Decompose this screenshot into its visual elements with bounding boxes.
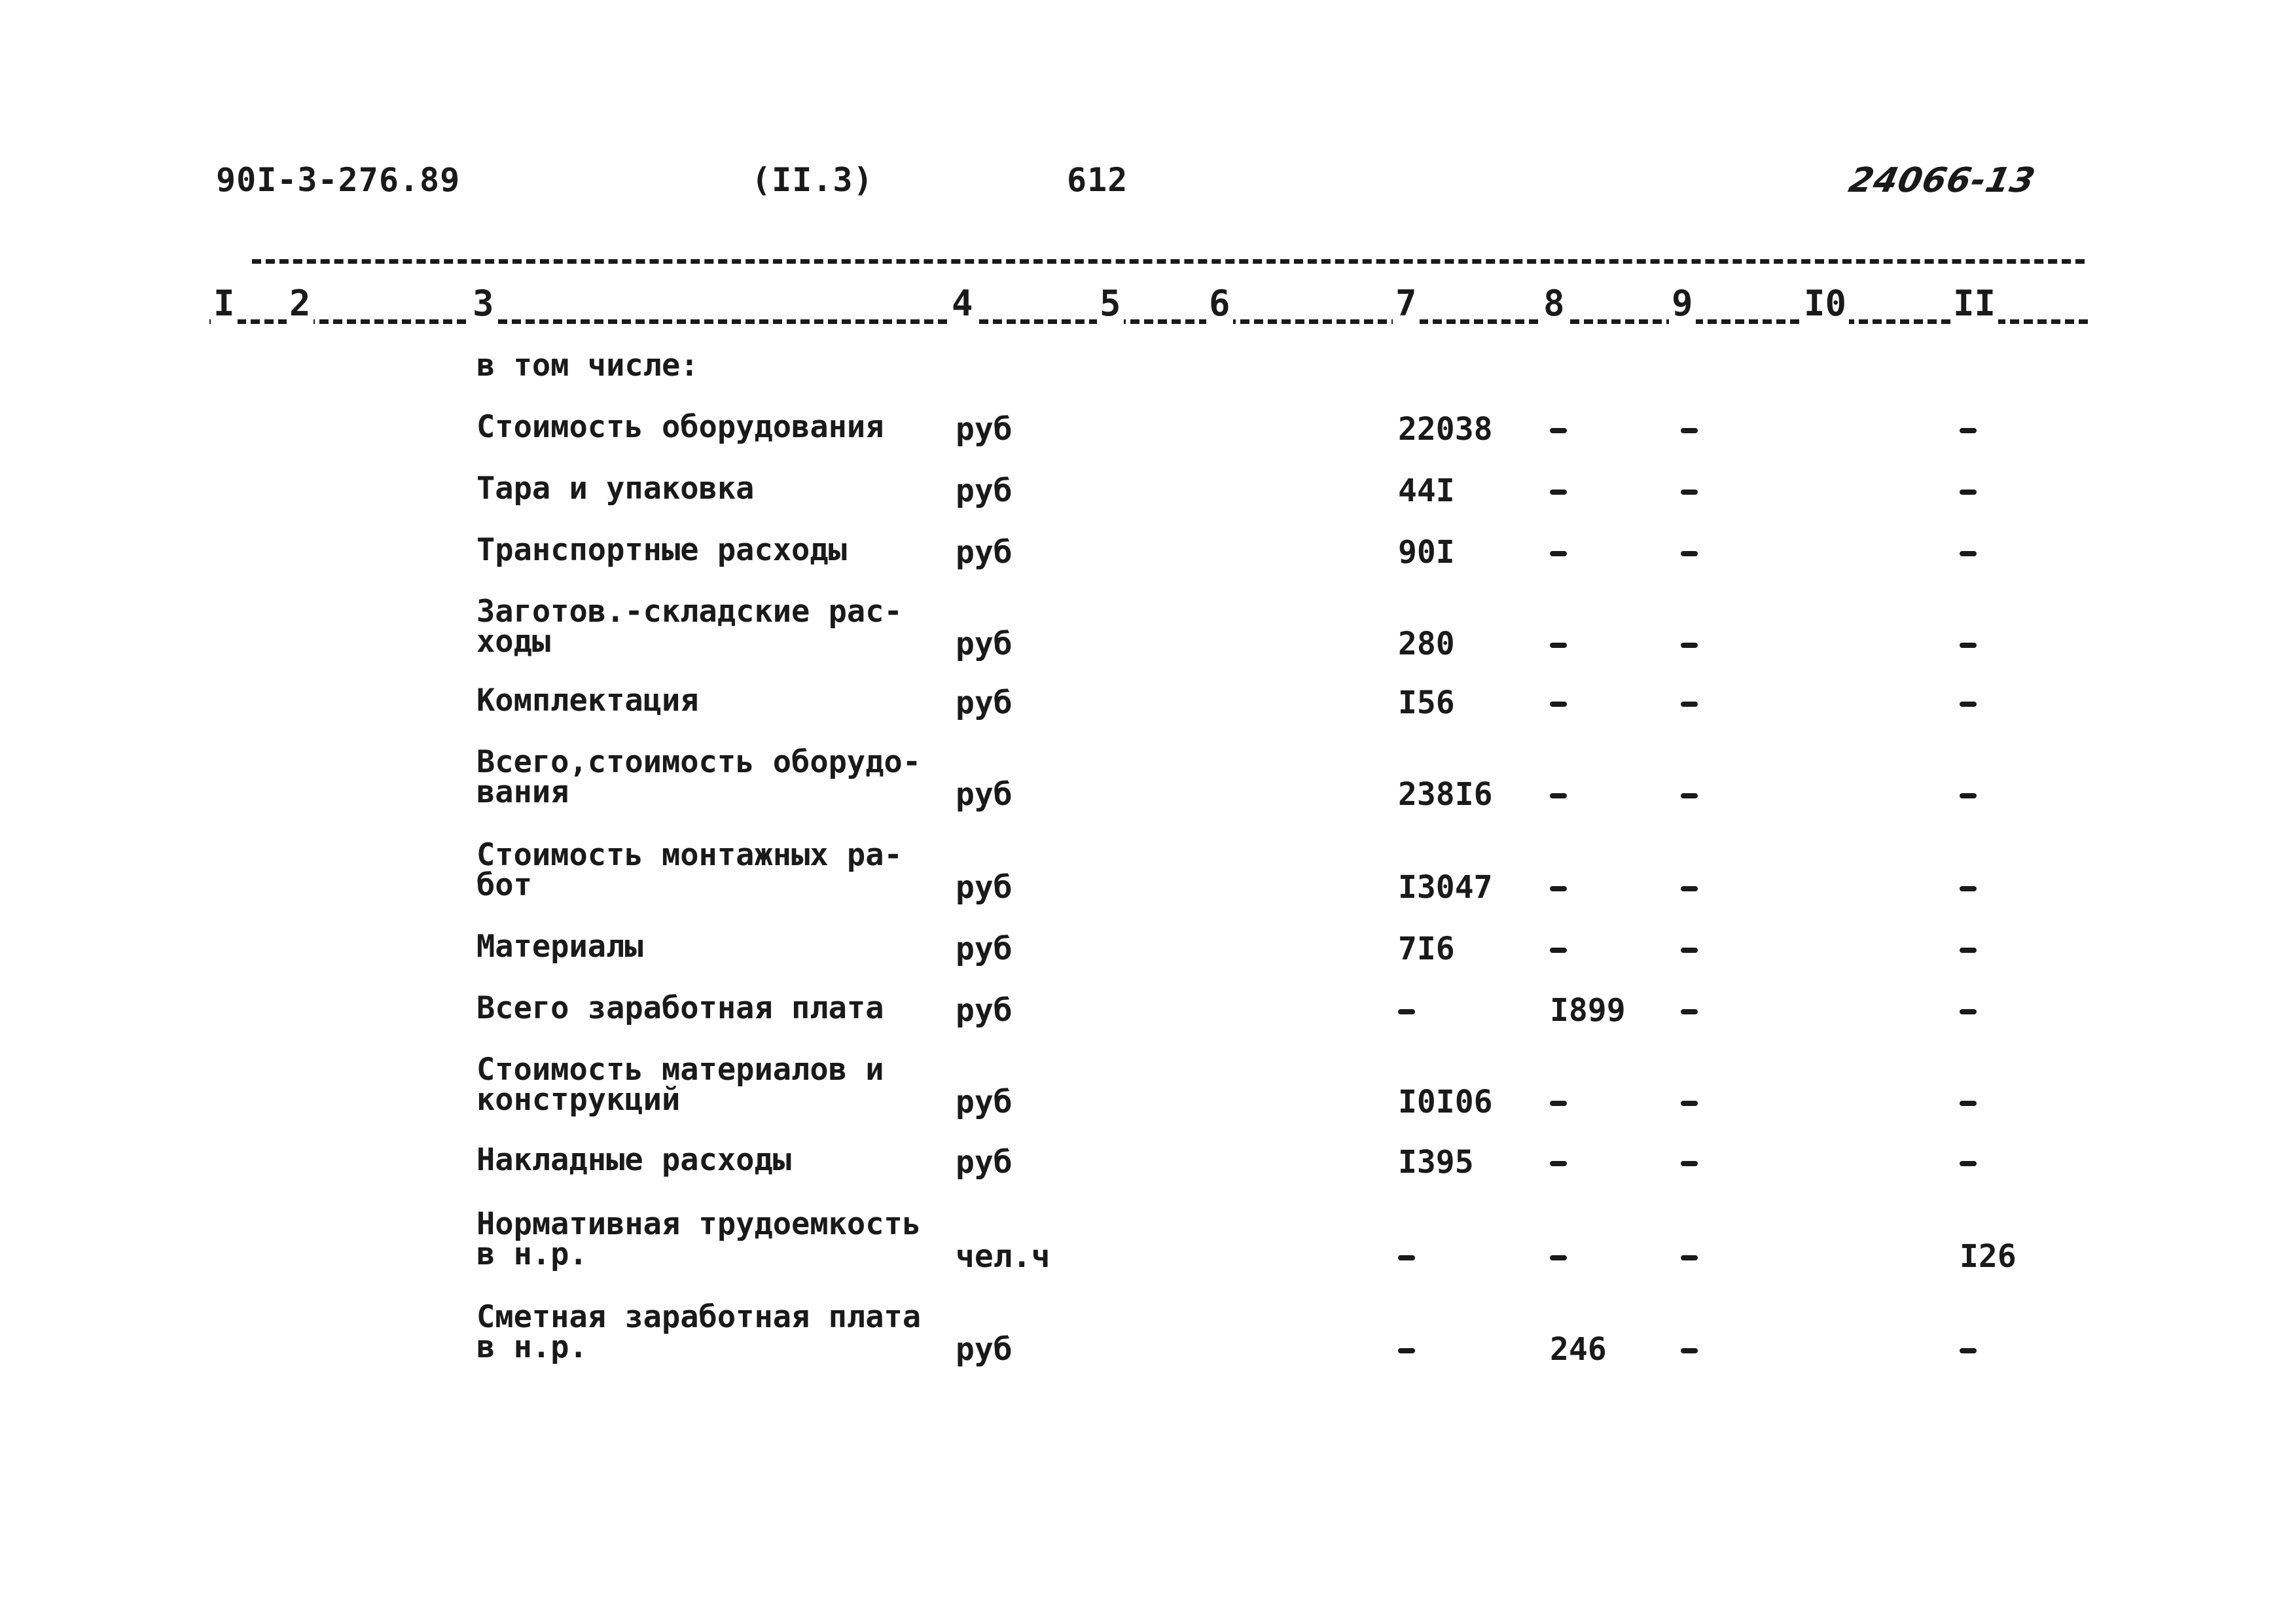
row-label: Транспортные расходы	[476, 532, 847, 568]
cell-col7: 280	[1398, 626, 1455, 662]
row-label: Тара и упаковка	[476, 471, 755, 507]
column-number: 6	[1206, 283, 1233, 324]
cell-col8	[1550, 702, 1567, 707]
dash-mark	[1681, 1101, 1698, 1106]
dash-mark	[1550, 1101, 1567, 1106]
cell-col7: I0I06	[1398, 1084, 1493, 1120]
row-unit: руб	[956, 1084, 1013, 1120]
dash-mark	[1681, 643, 1698, 648]
dash-mark	[1960, 948, 1977, 953]
row-unit: руб	[956, 473, 1013, 509]
dash-mark	[1960, 793, 1977, 798]
column-number: II	[1950, 283, 1998, 324]
column-number: 7	[1393, 283, 1420, 324]
cell-col8	[1550, 1255, 1567, 1260]
row-label: Накладные расходы	[476, 1142, 792, 1178]
dash-mark	[1550, 1255, 1567, 1260]
dash-mark	[1960, 886, 1977, 891]
dash-mark	[1550, 793, 1567, 798]
dash-mark	[1960, 1348, 1977, 1353]
cell-col8: 246	[1550, 1331, 1607, 1368]
row-label: Стоимость материалов и конструкций	[476, 1052, 884, 1118]
dash-mark	[1550, 886, 1567, 891]
cell-col9	[1681, 793, 1698, 798]
cell-col7	[1398, 1009, 1415, 1014]
row-label: Сметная заработная плата в н.р.	[476, 1299, 922, 1365]
row-label: Нормативная трудоемкость в н.р.	[476, 1206, 922, 1272]
dash-mark	[1960, 1101, 1977, 1106]
row-unit: руб	[956, 776, 1013, 813]
cell-col11	[1960, 886, 1977, 891]
row-label: Заготов.-складские рас- ходы	[476, 594, 903, 660]
dash-mark	[1960, 1161, 1977, 1166]
row-unit: руб	[956, 626, 1013, 662]
dash-mark	[1398, 1009, 1415, 1014]
cell-col7	[1398, 1255, 1415, 1260]
dash-mark	[1681, 1161, 1698, 1166]
dash-mark	[1960, 643, 1977, 648]
cell-col11	[1960, 643, 1977, 648]
intro-label: в том числе:	[476, 348, 699, 383]
row-label: Всего,стоимость оборудо- вания	[476, 744, 922, 810]
dash-mark	[1960, 1009, 1977, 1014]
cell-col7: 22038	[1398, 411, 1493, 448]
column-number: 2	[287, 283, 314, 324]
dash-mark	[1550, 702, 1567, 707]
cell-col7: I3047	[1398, 869, 1493, 906]
column-number: 4	[949, 283, 976, 324]
cell-col9	[1681, 1009, 1698, 1014]
cell-col7: 90I	[1398, 534, 1455, 571]
dash-mark	[1681, 793, 1698, 798]
cell-col7	[1398, 1348, 1415, 1353]
cell-col11: I26	[1960, 1238, 2017, 1275]
row-unit: руб	[956, 1331, 1013, 1368]
dash-mark	[1681, 1348, 1698, 1353]
cell-col9	[1681, 490, 1698, 495]
row-unit: руб	[956, 534, 1013, 571]
cell-col11	[1960, 428, 1977, 433]
row-unit: руб	[956, 992, 1013, 1029]
cell-col8	[1550, 551, 1567, 556]
cell-col8	[1550, 1161, 1567, 1166]
row-unit: чел.ч	[956, 1238, 1050, 1275]
dash-mark	[1960, 428, 1977, 433]
dash-mark	[1681, 886, 1698, 891]
cell-col11	[1960, 702, 1977, 707]
dash-mark	[1681, 490, 1698, 495]
dash-mark	[1550, 948, 1567, 953]
dash-mark	[1960, 490, 1977, 495]
row-unit: руб	[956, 869, 1013, 906]
row-label: Стоимость оборудования	[476, 409, 884, 445]
dash-mark	[1681, 702, 1698, 707]
cell-col9	[1681, 886, 1698, 891]
dash-mark	[1681, 1255, 1698, 1260]
cell-col7: 7I6	[1398, 931, 1455, 967]
cell-col8	[1550, 490, 1567, 495]
dash-mark	[1550, 643, 1567, 648]
cell-col9	[1681, 551, 1698, 556]
cell-col11	[1960, 1009, 1977, 1014]
cell-col9	[1681, 1255, 1698, 1260]
cell-col8	[1550, 1101, 1567, 1106]
row-unit: руб	[956, 931, 1013, 967]
cell-col7: I395	[1398, 1144, 1474, 1181]
column-number: 8	[1541, 283, 1568, 324]
cell-col8: I899	[1550, 992, 1626, 1029]
dash-mark	[1681, 551, 1698, 556]
dash-mark	[1398, 1255, 1415, 1260]
top-dashed-rule	[252, 259, 2085, 264]
column-number: 5	[1097, 283, 1124, 324]
cell-col9	[1681, 643, 1698, 648]
dash-mark	[1550, 551, 1567, 556]
cell-col9	[1681, 1161, 1698, 1166]
dash-mark	[1960, 551, 1977, 556]
cell-col8	[1550, 643, 1567, 648]
cell-col8	[1550, 428, 1567, 433]
row-unit: руб	[956, 411, 1013, 448]
cell-col11	[1960, 793, 1977, 798]
cell-col11	[1960, 551, 1977, 556]
cell-col8	[1550, 886, 1567, 891]
cell-col11	[1960, 490, 1977, 495]
section-number: (II.3)	[751, 161, 874, 199]
cell-col9	[1681, 1348, 1698, 1353]
cell-col8	[1550, 948, 1567, 953]
cell-col11	[1960, 1161, 1977, 1166]
page-number: 612	[1067, 161, 1128, 199]
column-number: 3	[470, 283, 497, 324]
dash-mark	[1681, 1009, 1698, 1014]
column-number: 9	[1669, 283, 1696, 324]
cell-col7: 44I	[1398, 473, 1455, 509]
cell-col9	[1681, 428, 1698, 433]
cell-col9	[1681, 948, 1698, 953]
dash-mark	[1681, 428, 1698, 433]
cell-col8	[1550, 793, 1567, 798]
row-label: Всего заработная плата	[476, 990, 884, 1026]
dash-mark	[1550, 428, 1567, 433]
row-unit: руб	[956, 685, 1013, 721]
handwritten-code: 24066-13	[1845, 161, 2039, 200]
row-label: Комплектация	[476, 683, 699, 719]
cell-col7: I56	[1398, 685, 1455, 721]
cell-col9	[1681, 702, 1698, 707]
row-label: Стоимость монтажных ра- бот	[476, 837, 903, 903]
dash-mark	[1960, 702, 1977, 707]
dash-mark	[1550, 1161, 1567, 1166]
row-label: Материалы	[476, 929, 643, 965]
cell-col7: 238I6	[1398, 776, 1493, 813]
cell-col9	[1681, 1101, 1698, 1106]
document-number: 90I-3-276.89	[216, 161, 461, 199]
cell-col11	[1960, 1101, 1977, 1106]
dash-mark	[1398, 1348, 1415, 1353]
dash-mark	[1681, 948, 1698, 953]
cell-col11	[1960, 1348, 1977, 1353]
cell-col11	[1960, 948, 1977, 953]
column-number: I	[211, 283, 238, 324]
column-number: I0	[1801, 283, 1849, 324]
row-unit: руб	[956, 1144, 1013, 1181]
dash-mark	[1550, 490, 1567, 495]
